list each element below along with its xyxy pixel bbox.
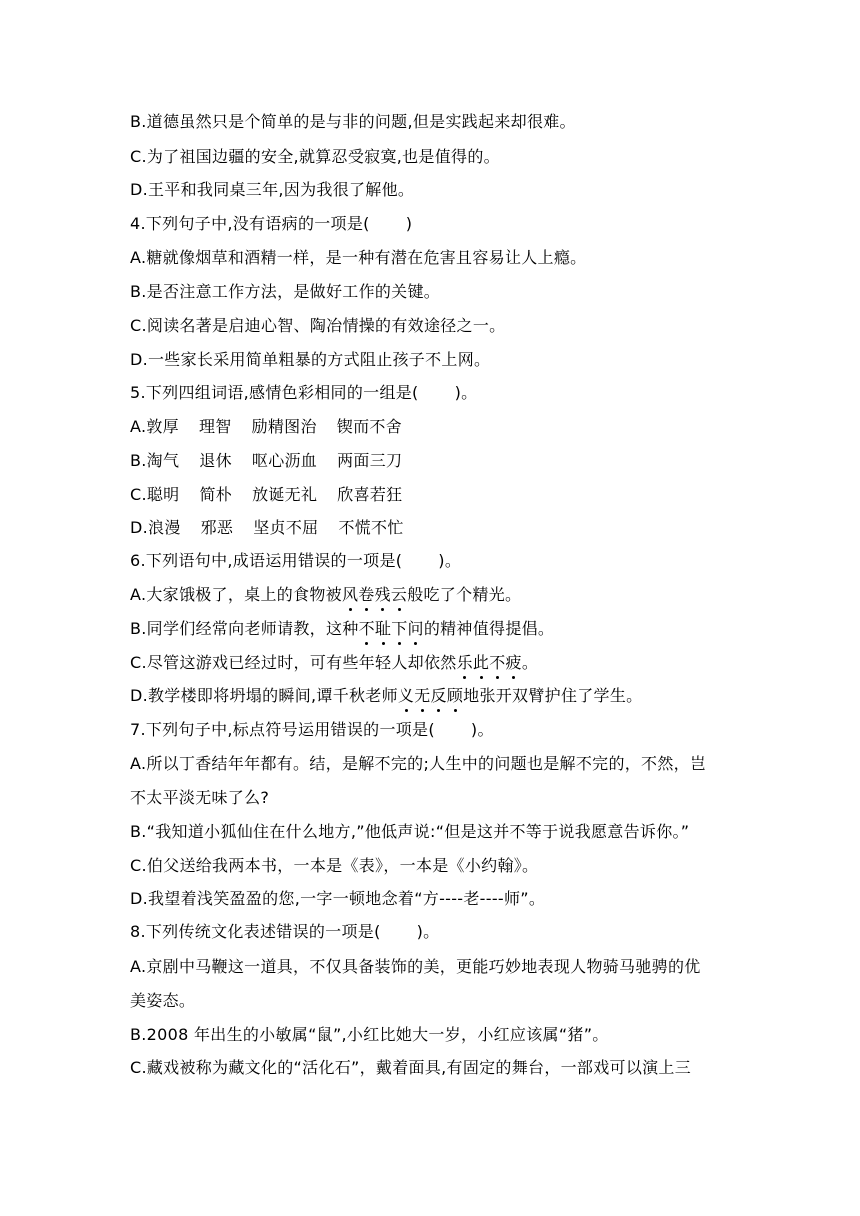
emphasis-char: 反: [430, 686, 447, 705]
emphasis-char: 乐: [456, 653, 473, 672]
option-4d: D.一些家长采用简单粗暴的方式阻止孩子不上网。: [130, 350, 491, 369]
option-label: D.: [130, 518, 149, 537]
question-6-text: 6.下列语句中,成语运用错误的一项是(: [130, 551, 403, 570]
question-6-bracket: )。: [438, 551, 462, 570]
option-8a-cont: 美姿态。: [130, 991, 196, 1010]
emphasis-char: 下: [391, 619, 408, 638]
option-6c: [130, 653, 740, 673]
emphasis-char: 此: [472, 653, 490, 672]
word: 两面三刀: [337, 451, 403, 470]
emphasis-char: 残: [374, 585, 391, 604]
emphasis-char: 风: [341, 585, 359, 604]
word: 不慌不忙: [338, 518, 404, 537]
word: 锲而不舍: [336, 417, 402, 436]
question-5: [130, 383, 740, 403]
word: 欣喜若狂: [337, 485, 403, 504]
emphasis-char: 顾: [446, 686, 464, 705]
option-3b: B.道德虽然只是个简单的是与非的问题,但是实践起来却很难。: [130, 112, 576, 131]
question-4: [130, 214, 740, 234]
option-4c: C.阅读名著是启迪心智、陶冶情操的有效途径之一。: [130, 316, 506, 335]
question-5-bracket: )。: [454, 383, 478, 402]
word: 聪明: [146, 485, 180, 504]
question-7: [130, 720, 740, 740]
emphasis-char: 耻: [374, 619, 392, 638]
sentence-text: 地张开双臂护住了学生。: [463, 686, 643, 705]
option-5b: [130, 451, 740, 471]
question-8-bracket: )。: [416, 922, 440, 941]
question-8-text: 8.下列传统文化表述错误的一项是(: [130, 922, 381, 941]
word: 坚贞不屈: [253, 518, 319, 537]
option-8c: C.藏戏被称为藏文化的“活化石”，戴着面具,有固定的舞台，一部戏可以演上三: [130, 1058, 692, 1077]
option-4a: A.糖就像烟草和酒精一样，是一种有潜在危害且容易让人上瘾。: [130, 248, 587, 267]
option-8b: B.2008 年出生的小敏属“鼠”,小红比她大一岁，小红应该属“猪”。: [130, 1025, 609, 1044]
word: 淘气: [146, 451, 180, 470]
option-6a: [130, 585, 740, 605]
word: 退休: [199, 451, 232, 470]
emphasis-char: 疲: [505, 653, 522, 672]
option-8a: A.京剧中马鞭这一道具，不仅具备装饰的美，更能巧妙地表现人物骑马驰骋的优: [130, 957, 701, 976]
word: 敦厚: [146, 417, 179, 436]
word: 放诞无礼: [252, 485, 318, 504]
option-6d: [130, 686, 740, 706]
question-5-text: 5.下列四组词语,感情色彩相同的一组是(: [130, 383, 419, 402]
word: 浪漫: [148, 518, 181, 537]
emphasis-char: 云: [390, 585, 408, 604]
word: 简朴: [199, 485, 233, 504]
emphasis-char: 义: [397, 686, 415, 705]
option-label: C.: [130, 485, 147, 504]
option-3d: D.王平和我同桌三年,因为我很了解他。: [130, 180, 415, 199]
option-3c: C.为了祖国边疆的安全,就算忍受寂寞,也是值得的。: [130, 147, 500, 166]
word: 邪恶: [200, 518, 234, 537]
word: 励精图治: [251, 417, 317, 436]
sentence-text: D.教学楼即将坍塌的瞬间,谭千秋老师: [130, 686, 398, 705]
sentence-text: 的精神值得提倡。: [423, 619, 555, 638]
option-7d: D.我望着浅笑盈盈的您,一字一顿地念着“方----老----师”。: [130, 889, 546, 908]
question-6: [130, 551, 740, 571]
sentence-text: 。: [521, 653, 539, 672]
question-7-text: 7.下列句子中,标点符号运用错误的一项是(: [130, 720, 435, 739]
option-6b: [130, 619, 740, 639]
emphasis-char: 无: [414, 686, 431, 705]
question-4-bracket: ): [405, 214, 413, 233]
sentence-text: B.同学们经常向老师请教，这种: [130, 619, 359, 638]
option-label: A.: [130, 417, 147, 436]
question-8: [130, 922, 740, 942]
option-7c: C.伯父送给我两本书，一本是《表》，一本是《小约翰》。: [130, 856, 539, 875]
emphasis-char: 不: [489, 653, 506, 672]
sentence-text: C.尽管这游戏已经过时，可有些年轻人却依然: [130, 653, 457, 672]
option-7a: A.所以丁香结年年都有。结，是解不完的;人生中的问题也是解不完的，不然，岂: [130, 754, 707, 773]
option-5d: [130, 518, 740, 538]
word: 呕心沥血: [251, 451, 318, 470]
option-4b: B.是否注意工作方法，是做好工作的关键。: [130, 282, 441, 301]
question-7-bracket: )。: [470, 720, 494, 739]
option-7a-cont: 不太平淡无味了么?: [130, 788, 270, 807]
option-label: B.: [130, 451, 147, 470]
sentence-text: 般吃了个精光。: [407, 585, 522, 604]
emphasis-char: 不: [358, 619, 375, 638]
question-4-text: 4.下列句子中,没有语病的一项是(: [130, 214, 370, 233]
option-5c: [130, 485, 740, 505]
word: 理智: [198, 417, 232, 436]
emphasis-char: 卷: [358, 585, 375, 604]
sentence-text: A.大家饿极了，桌上的食物被: [130, 585, 342, 604]
emphasis-char: 问: [407, 619, 424, 638]
option-5a: [130, 417, 740, 437]
option-7b: B.“我知道小狐仙住在什么地方,”他低声说:“但是这并不等于说我愿意告诉你。”: [130, 822, 690, 841]
